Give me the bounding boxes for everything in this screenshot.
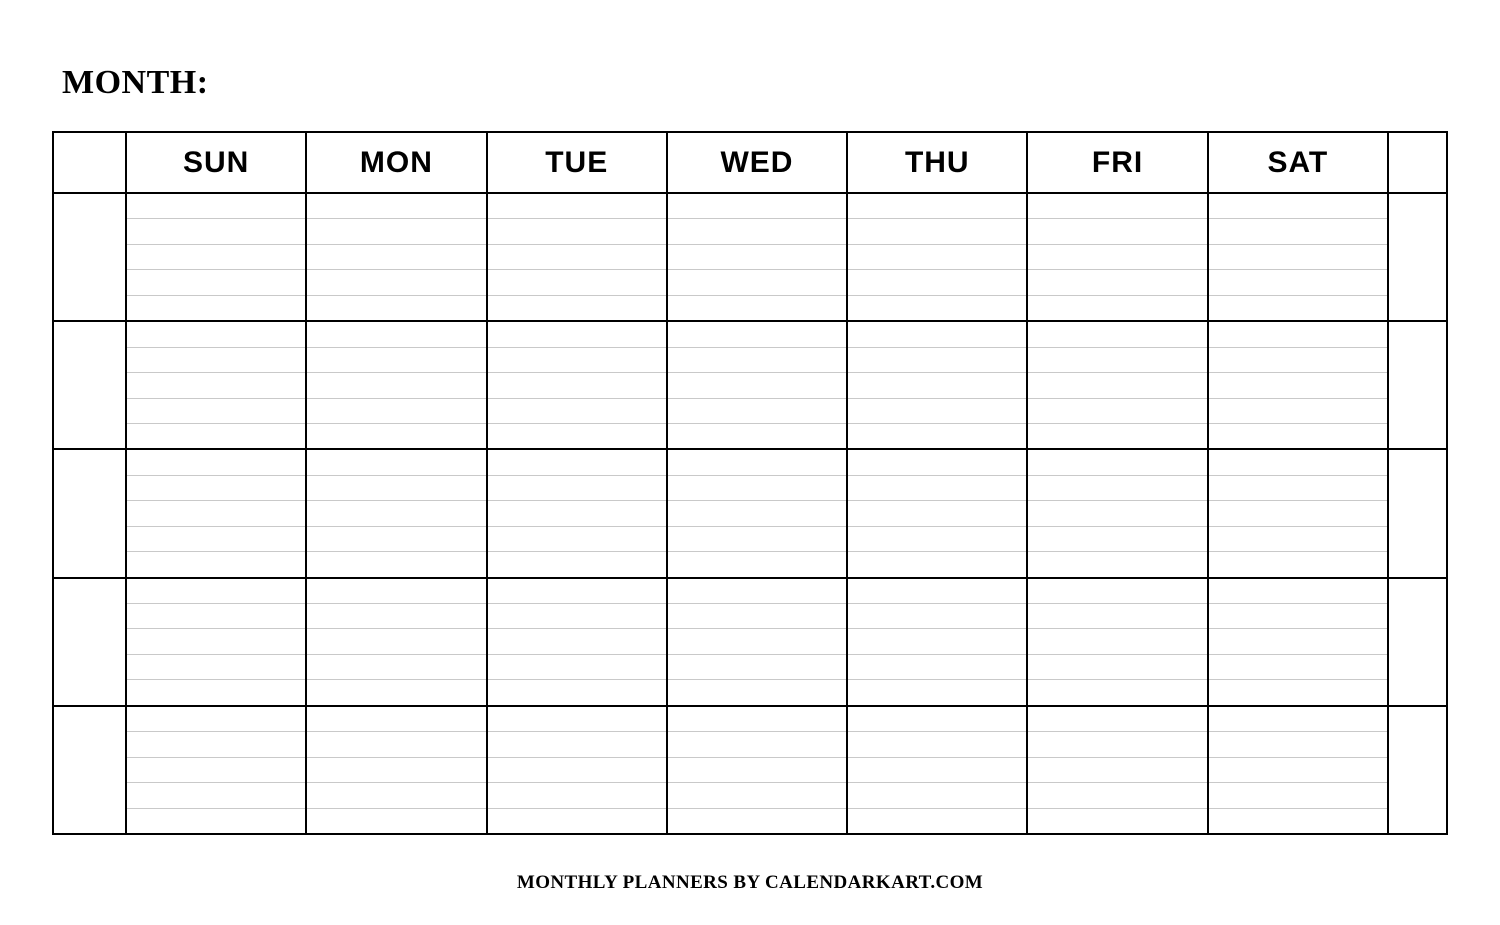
ruled-lines — [127, 322, 305, 448]
ruled-lines — [127, 450, 305, 576]
ruled-lines — [1028, 579, 1206, 705]
ruled-lines — [1209, 707, 1387, 833]
calendar-header-row — [54, 133, 1446, 194]
day-header-label: MON — [359, 145, 433, 179]
ruled-lines — [1209, 194, 1387, 320]
header-cell-mon — [307, 133, 487, 192]
header-cell-wed — [668, 133, 848, 192]
day-cell[interactable] — [127, 322, 307, 448]
week-right-margin-cell[interactable] — [1389, 450, 1446, 576]
ruled-lines — [668, 579, 846, 705]
header-cell-sat — [1209, 133, 1389, 192]
day-header-label: FRI — [1091, 145, 1144, 179]
day-cell[interactable] — [127, 707, 307, 833]
week-right-margin-cell[interactable] — [1389, 322, 1446, 448]
day-cell[interactable] — [307, 194, 487, 320]
day-cell[interactable] — [668, 707, 848, 833]
ruled-lines — [668, 450, 846, 576]
ruled-lines — [488, 707, 666, 833]
ruled-lines — [668, 322, 846, 448]
day-cell[interactable] — [668, 450, 848, 576]
header-cell-thu — [848, 133, 1028, 192]
day-cell[interactable] — [127, 450, 307, 576]
ruled-lines — [307, 579, 485, 705]
week-right-margin-cell[interactable] — [1389, 579, 1446, 705]
day-cell[interactable] — [848, 322, 1028, 448]
calendar-grid — [52, 131, 1448, 835]
day-header-label: WED — [720, 145, 794, 179]
ruled-lines — [127, 194, 305, 320]
day-cell[interactable] — [848, 579, 1028, 705]
calendar-week-row — [54, 450, 1446, 578]
day-cell[interactable] — [1209, 707, 1389, 833]
ruled-lines — [668, 194, 846, 320]
day-cell[interactable] — [307, 450, 487, 576]
day-cell[interactable] — [1209, 579, 1389, 705]
day-cell[interactable] — [488, 450, 668, 576]
ruled-lines — [1028, 322, 1206, 448]
day-cell[interactable] — [1209, 450, 1389, 576]
ruled-lines — [848, 450, 1026, 576]
day-cell[interactable] — [1209, 322, 1389, 448]
day-cell[interactable] — [488, 579, 668, 705]
ruled-lines — [848, 707, 1026, 833]
day-cell[interactable] — [307, 579, 487, 705]
week-left-margin-cell[interactable] — [54, 194, 127, 320]
day-cell[interactable] — [668, 322, 848, 448]
ruled-lines — [1028, 450, 1206, 576]
ruled-lines — [488, 450, 666, 576]
ruled-lines — [307, 194, 485, 320]
ruled-lines — [307, 322, 485, 448]
ruled-lines — [1209, 579, 1387, 705]
day-cell[interactable] — [1028, 450, 1208, 576]
ruled-lines — [1028, 194, 1206, 320]
ruled-lines — [307, 450, 485, 576]
header-cell-fri — [1028, 133, 1208, 192]
ruled-lines — [127, 707, 305, 833]
ruled-lines — [488, 322, 666, 448]
ruled-lines — [127, 579, 305, 705]
day-cell[interactable] — [1028, 579, 1208, 705]
day-cell[interactable] — [1209, 194, 1389, 320]
day-cell[interactable] — [848, 194, 1028, 320]
ruled-lines — [848, 322, 1026, 448]
ruled-lines — [848, 194, 1026, 320]
ruled-lines — [488, 579, 666, 705]
day-cell[interactable] — [307, 707, 487, 833]
day-cell[interactable] — [1028, 194, 1208, 320]
header-right-margin-cell — [1389, 133, 1446, 192]
day-cell[interactable] — [1028, 707, 1208, 833]
day-header-label: SAT — [1267, 145, 1329, 179]
ruled-lines — [1209, 450, 1387, 576]
calendar-week-row — [54, 579, 1446, 707]
week-right-margin-cell[interactable] — [1389, 194, 1446, 320]
day-header-label: TUE — [545, 145, 609, 179]
ruled-lines — [307, 707, 485, 833]
calendar-week-row — [54, 322, 1446, 450]
day-cell[interactable] — [668, 579, 848, 705]
day-cell[interactable] — [488, 707, 668, 833]
week-right-margin-cell[interactable] — [1389, 707, 1446, 833]
week-left-margin-cell[interactable] — [54, 707, 127, 833]
ruled-lines — [488, 194, 666, 320]
day-cell[interactable] — [668, 194, 848, 320]
day-header-label: THU — [904, 145, 970, 179]
ruled-lines — [1028, 707, 1206, 833]
day-cell[interactable] — [488, 194, 668, 320]
header-left-margin-cell — [54, 133, 127, 192]
day-cell[interactable] — [127, 579, 307, 705]
week-left-margin-cell[interactable] — [54, 450, 127, 576]
header-cell-sun — [127, 133, 307, 192]
page-title: MONTH: — [62, 64, 209, 101]
day-cell[interactable] — [848, 450, 1028, 576]
week-left-margin-cell[interactable] — [54, 322, 127, 448]
day-cell[interactable] — [488, 322, 668, 448]
calendar-week-row — [54, 707, 1446, 833]
footer-credit: MONTHLY PLANNERS BY CALENDARKART.COM — [516, 872, 984, 893]
ruled-lines — [668, 707, 846, 833]
day-cell[interactable] — [1028, 322, 1208, 448]
day-cell[interactable] — [307, 322, 487, 448]
week-left-margin-cell[interactable] — [54, 579, 127, 705]
day-cell[interactable] — [127, 194, 307, 320]
day-cell[interactable] — [848, 707, 1028, 833]
ruled-lines — [848, 579, 1026, 705]
day-header-label: SUN — [182, 145, 250, 179]
header-cell-tue — [488, 133, 668, 192]
ruled-lines — [1209, 322, 1387, 448]
calendar-week-row — [54, 194, 1446, 322]
